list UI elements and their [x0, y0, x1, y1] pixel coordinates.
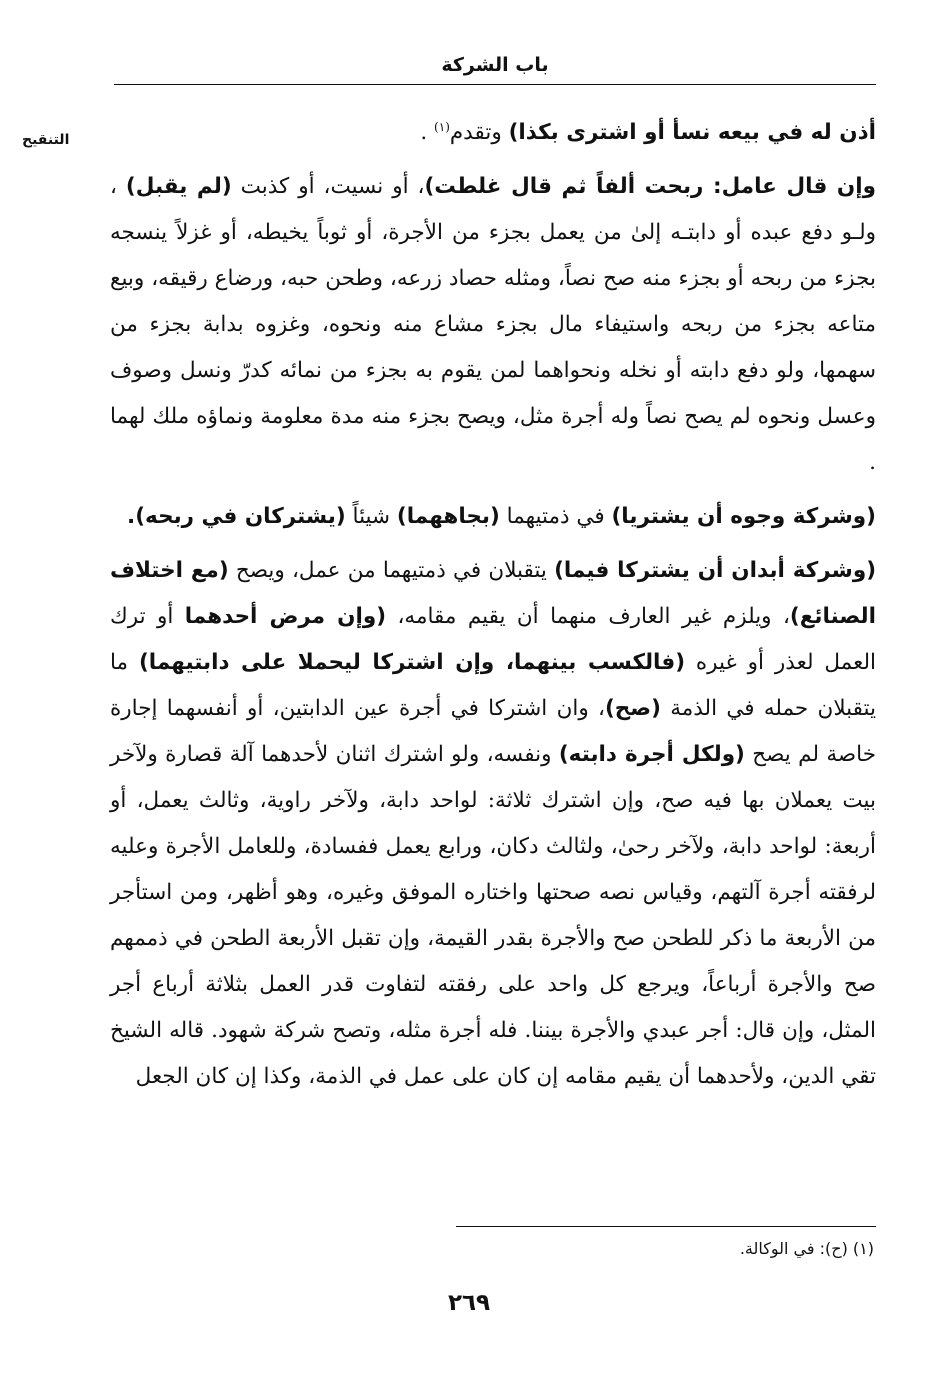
- sharh-text: وتقدم: [449, 120, 509, 145]
- matn-text: (وشركة أبدان أن يشتركا فيما): [554, 558, 877, 583]
- main-text: [110, 110, 876, 1108]
- matn-text: (فالكسب بينهما، وإن اشتركا ليحملا على دابتيهما): [138, 650, 686, 675]
- matn-text: (يشتركان في ربحه).: [127, 504, 346, 529]
- matn-text: (ولكل أجرة دابته): [558, 742, 745, 767]
- running-title: باب الشركة: [441, 54, 549, 76]
- matn-text: أذن له في بيعه نسأ أو اشترى بكذا): [508, 120, 876, 145]
- sharh-text: ما يتقبلان حمله في الذمة: [110, 650, 876, 721]
- matn-text: وإن قال عامل: ربحت ألفاً ثم قال غلطت): [424, 174, 877, 199]
- matn-text: (مع اختلاف الصنائع): [110, 558, 876, 629]
- sharh-text: ونفسه، ولو اشترك اثنان لأحدهما آلة قصارة ولآخر بيت يعملان بها فيه صح، وإن اشترك ثلاثة: لواحد دابة، ولآخر راوية، وثالث يعمل، أو أربعة: لواحد دابة، ولآخر رحىٰ، ولثالث دكان، ورابع يعمل ففسادة، وللعامل الأجرة وعليه لرفقته أجرة آلتهم، وقياس نصه صحتها واختاره الموفق وغيره، وهو أظهر، ومن استأجر من الأربعة ما ذكر للطحن صح والأجرة بقدر القيمة، وإن تقبل الأربعة الطحن في ذممهم صح والأجرة أرباعاً، ويرجع كل واحد على رفقته لتفاوت قدر العمل بثلاثة أرباع أجر المثل، وإن قال: أجر عبدي والأجرة بيننا. فله أجرة مثله، وتصح شركة شهود. قاله الشيخ تقي الدين، ولأحدهما أن يقيم مقامه إن كان على عمل في الذمة، وكذا إن كان الجعل: [110, 742, 876, 1089]
- footnote-rule: [456, 1226, 876, 1227]
- sharh-text: ، ولـو دفع عبده أو دابتـه إلىٰ من يعمل بجزء من الأجرة، أو ثوباً يخيطه، أو غزلاً ينسجه بجزء من ربحه أو بجزء منه صح نصاً، ومثله حصاد زرعه، وطحن حبه، ورضاع رقيقه، وبيع متاعه بجزء من ربحه واستيفاء مال بجزء مشاع منه ونحوه، وغزوه بدابة بجزء من سهمها، ولو دفع دابته أو نخله ونحواهما لمن يقوم به بجزء من نمائه كدرّ ونسل وصوف وعسل ونحوه لم يصح نصاً وله أجرة مثل، ويصح بجزء منه مدة معلومة ونماؤه ملك لهما .: [110, 174, 876, 475]
- footnote-marker: (١): [434, 119, 450, 134]
- margin-note: التنقيح: [22, 132, 70, 148]
- paragraph: [110, 110, 876, 156]
- sharh-text: شيئاً: [345, 504, 397, 529]
- sharh-text: يتقبلان في ذمتيهما من عمل، ويصح: [228, 558, 555, 583]
- matn-text: (وإن مرض أحدهما: [184, 604, 387, 629]
- sharh-text: ، وان اشتركا في أجرة عين الدابتين، أو أنفسهما إجارة خاصة لم يصح: [110, 696, 876, 767]
- matn-text: (صح): [604, 696, 661, 721]
- paragraph: [110, 164, 876, 486]
- sharh-text: ، ويلزم غير العارف منهما أن يقيم مقامه،: [386, 604, 790, 629]
- page-number: ٢٦٩: [447, 1290, 491, 1316]
- paragraph: [110, 548, 876, 1100]
- matn-text: (بجاههما): [396, 504, 500, 529]
- footnote: (١) (ح): في الوكالة.: [739, 1239, 874, 1258]
- matn-text: (لم يقبل): [125, 174, 232, 199]
- header-rule: [114, 84, 876, 85]
- paragraph: [110, 494, 876, 540]
- matn-text: (وشركة وجوه أن يشتريا): [611, 504, 876, 529]
- sharh-text: في ذمتيهما: [499, 504, 612, 529]
- sharh-text: أو ترك العمل لعذر أو غيره: [110, 604, 876, 675]
- sharh-text: ، أو نسيت، أو كذبت: [231, 174, 425, 199]
- sharh-text: .: [420, 120, 435, 145]
